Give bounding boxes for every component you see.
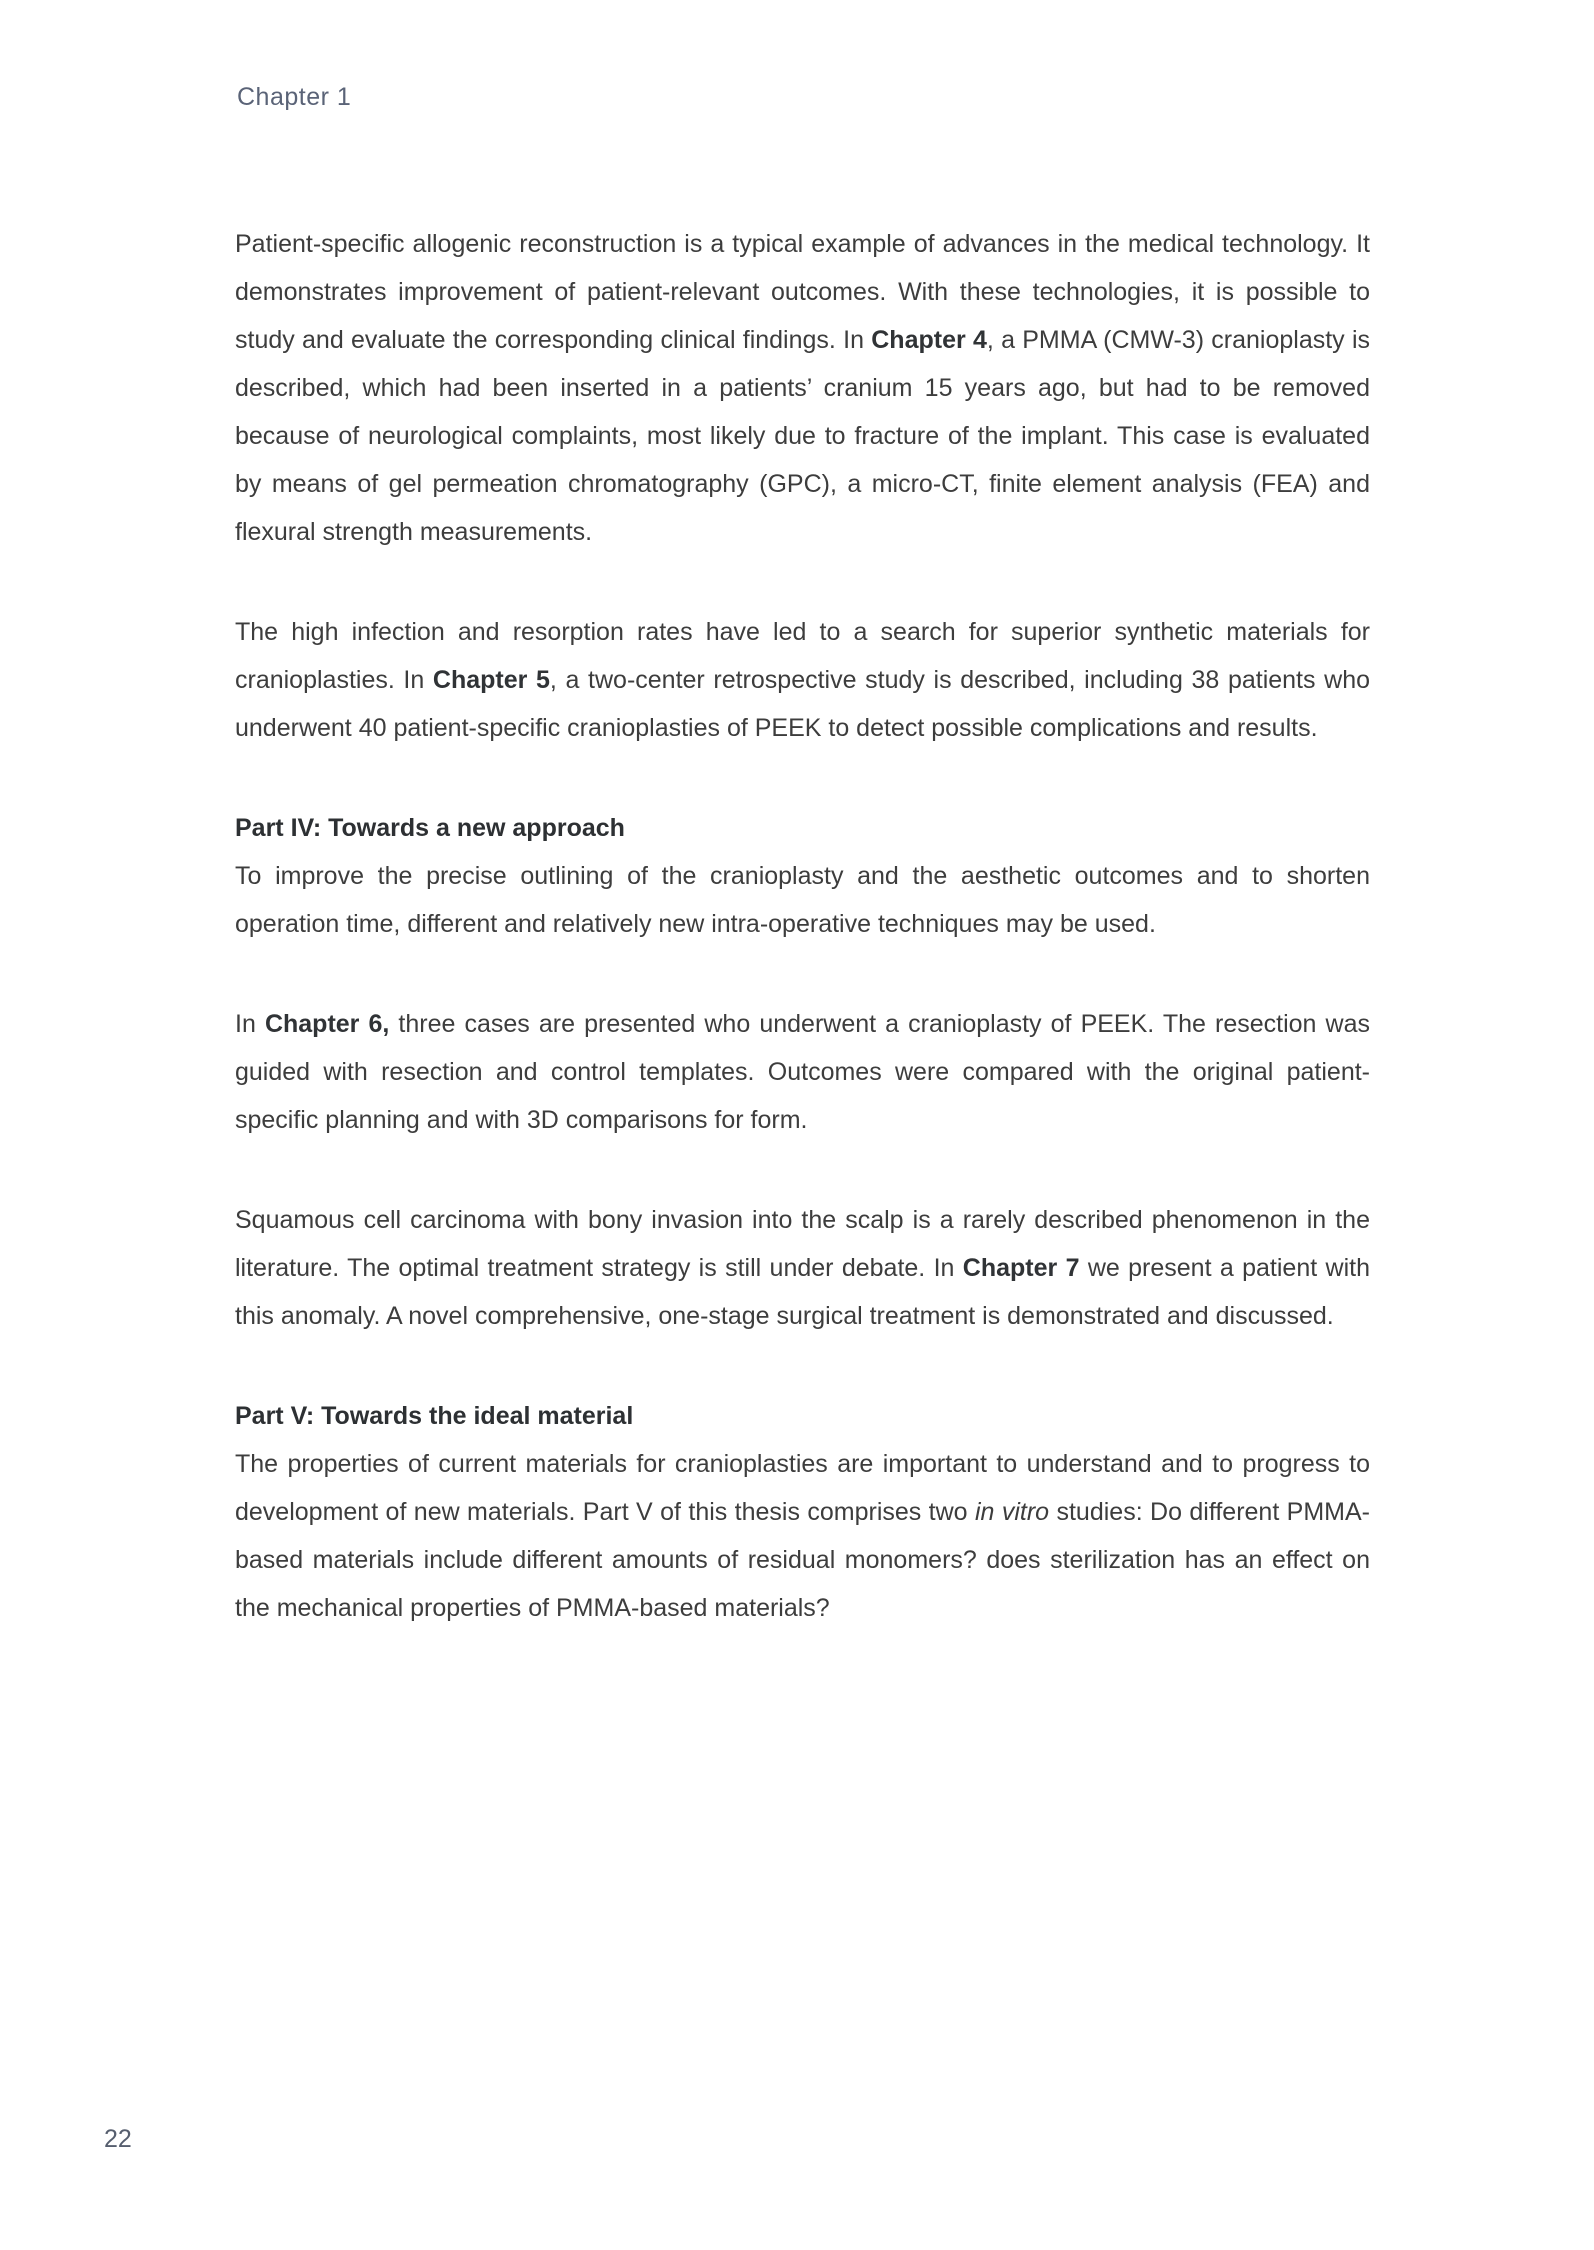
text-segment: , a two-center retrospective study is described, including 38 patients who underwent 40 patient-specific cranioplasties of PEEK to detect possible complications and results.: [235, 666, 1370, 742]
section-heading: Part V: Towards the ideal material: [235, 1402, 634, 1430]
paragraph: [235, 220, 1370, 556]
chapter-reference: Chapter 5: [432, 666, 550, 694]
section-heading: Part IV: Towards a new approach: [235, 814, 625, 842]
page-number: 22: [104, 2125, 132, 2153]
text-segment: The high infection and resorption rates have led to a search for superior synthetic materials for cranioplasties. In: [235, 618, 1370, 694]
chapter-reference: Chapter 7: [962, 1254, 1080, 1282]
text-segment: studies: Do different PMMA-based materials include different amounts of residual monomers? does sterilization has an effect on the mechanical properties of PMMA-based materials?: [235, 1498, 1370, 1622]
text-segment: three cases are presented who underwent a cranioplasty of PEEK. The resection was guided with resection and control templates. Outcomes were compared with the original patient-specific planning and with 3D comparisons for form.: [235, 1010, 1370, 1134]
text-segment: Squamous cell carcinoma with bony invasion into the scalp is a rarely described phenomenon in the literature. The optimal treatment strategy is still under debate. In: [235, 1206, 1370, 1282]
paragraph: [235, 1000, 1370, 1144]
text-segment: In: [235, 1010, 265, 1038]
italic-term: in vitro: [975, 1498, 1050, 1526]
text-segment: we present a patient with this anomaly. A novel comprehensive, one-stage surgical treatment is demonstrated and discussed.: [235, 1254, 1370, 1330]
text-segment: The properties of current materials for cranioplasties are important to understand and to progress to development of new materials. Part V of this thesis comprises two: [235, 1450, 1370, 1526]
chapter-reference: Chapter 4: [871, 326, 987, 354]
running-header-chapter: Chapter 1: [237, 83, 352, 111]
paragraph: [235, 852, 1370, 948]
text-segment: To improve the precise outlining of the cranioplasty and the aesthetic outcomes and to shorten operation time, different and relatively new intra-operative techniques may be used.: [235, 862, 1370, 938]
chapter-reference: Chapter 6,: [264, 1010, 390, 1038]
text-segment: Patient-specific allogenic reconstruction is a typical example of advances in the medical technology. It demonstrates improvement of patient-relevant outcomes. With these technologies, it is possible to study and evaluate the corresponding clinical findings. In: [235, 230, 1370, 354]
text-segment: , a PMMA (CMW-3) cranioplasty is described, which had been inserted in a patients’ cranium 15 years ago, but had to be removed because of neurological complaints, most likely due to fracture of the implant. This case is evaluated by means of gel permeation chromatography (GPC), a micro-CT, finite element analysis (FEA) and flexural strength measurements.: [235, 326, 1370, 546]
paragraph: [235, 1196, 1370, 1340]
paragraph: [235, 608, 1370, 752]
document-body: [235, 220, 1370, 1632]
paragraph: [235, 1440, 1370, 1632]
